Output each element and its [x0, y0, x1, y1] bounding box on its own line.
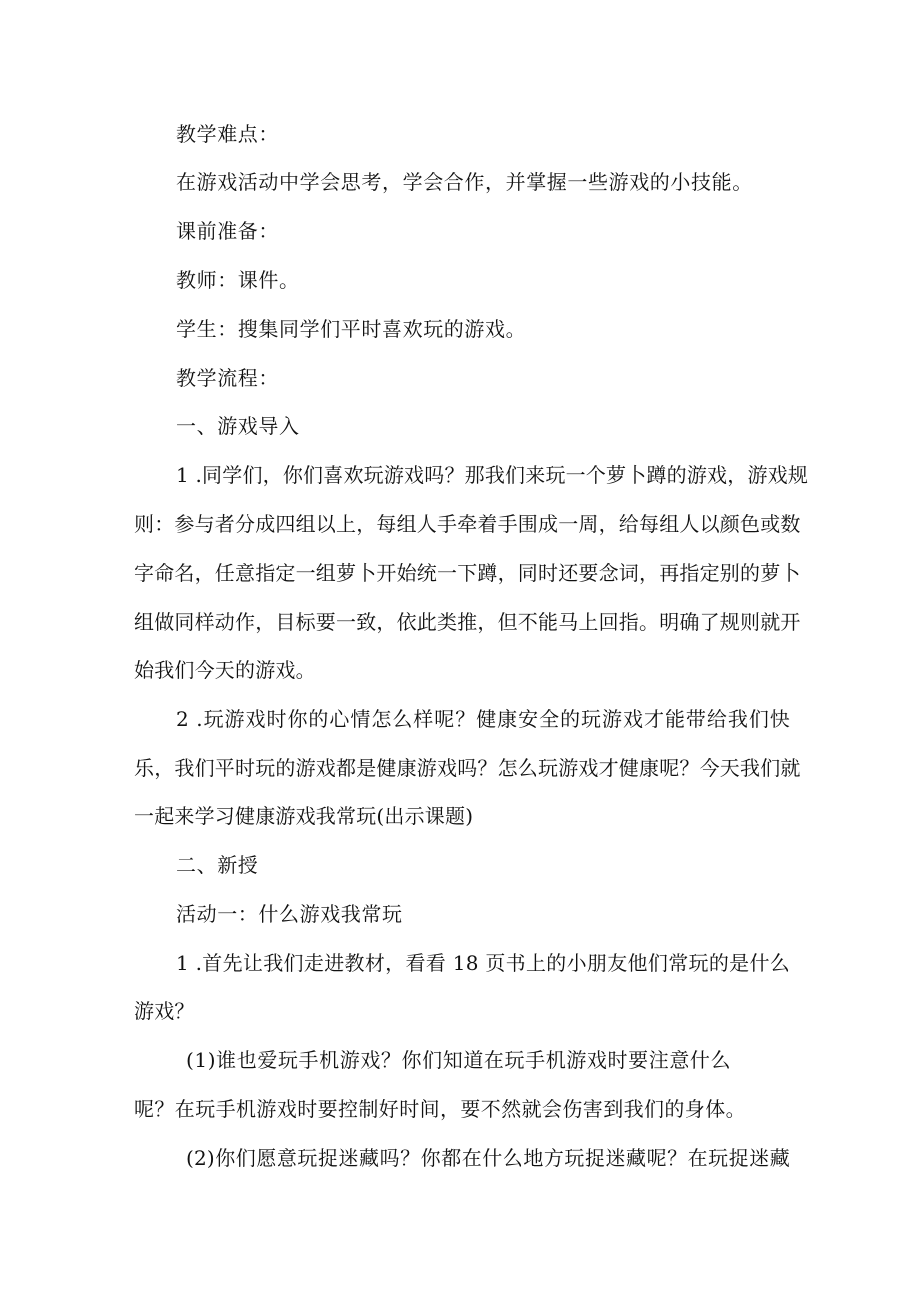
section-one-item-two-line: 乐，我们平时玩的游戏都是健康游戏吗？怎么玩游戏才健康呢？今天我们就: [134, 756, 801, 780]
preparation-student: 学生：搜集同学们平时喜欢玩的游戏。: [176, 317, 527, 341]
section-one-item-one-line: 则：参与者分成四组以上，每组人手牵着手围成一周，给每组人以颜色或数: [134, 512, 801, 536]
section-one-heading: 一、游戏导入: [176, 414, 300, 438]
activity-one-subitem-one-line: 呢？在玩手机游戏时要控制好时间，要不然就会伤害到我们的身体。: [134, 1097, 746, 1121]
activity-one-heading: 活动一：什么游戏我常玩: [176, 902, 403, 926]
teaching-process-heading: 教学流程：: [176, 366, 279, 390]
preparation-teacher: 教师：课件。: [176, 268, 300, 292]
section-one-item-two-line: 2 .玩游戏时你的心情怎么样呢？健康安全的玩游戏才能带给我们快: [176, 707, 790, 731]
section-one-item-one-line: 组做同样动作，目标要一致，依此类推，但不能马上回指。明确了规则就开: [134, 610, 801, 634]
activity-one-item-one-line: 1 .首先让我们走进教材，看看 18 页书上的小朋友他们常玩的是什么: [176, 951, 790, 975]
section-one-item-one-line: 始我们今天的游戏。: [134, 658, 316, 682]
section-one-item-one-line: 字命名，任意指定一组萝卜开始统一下蹲，同时还要念词，再指定别的萝卜: [134, 561, 801, 585]
section-one-item-one-line: 1 .同学们，你们喜欢玩游戏吗？那我们来玩一个萝卜蹲的游戏，游戏规: [176, 463, 809, 487]
section-two-heading: 二、新授: [176, 853, 259, 877]
activity-one-item-one-line: 游戏？: [134, 999, 195, 1023]
activity-one-subitem-one-line: (1)谁也爱玩手机游戏？你们知道在玩手机游戏时要注意什么: [186, 1048, 732, 1072]
teaching-difficulty-heading: 教学难点：: [176, 122, 279, 146]
teaching-difficulty-text: 在游戏活动中学会思考，学会合作，并掌握一些游戏的小技能。: [176, 170, 753, 194]
activity-one-subitem-two-line: (2)你们愿意玩捉迷藏吗？你都在什么地方玩捉迷藏呢？在玩捉迷藏: [186, 1146, 790, 1170]
section-one-item-two-line: 一起来学习健康游戏我常玩(出示课题): [134, 804, 474, 828]
preparation-heading: 课前准备：: [176, 219, 279, 243]
